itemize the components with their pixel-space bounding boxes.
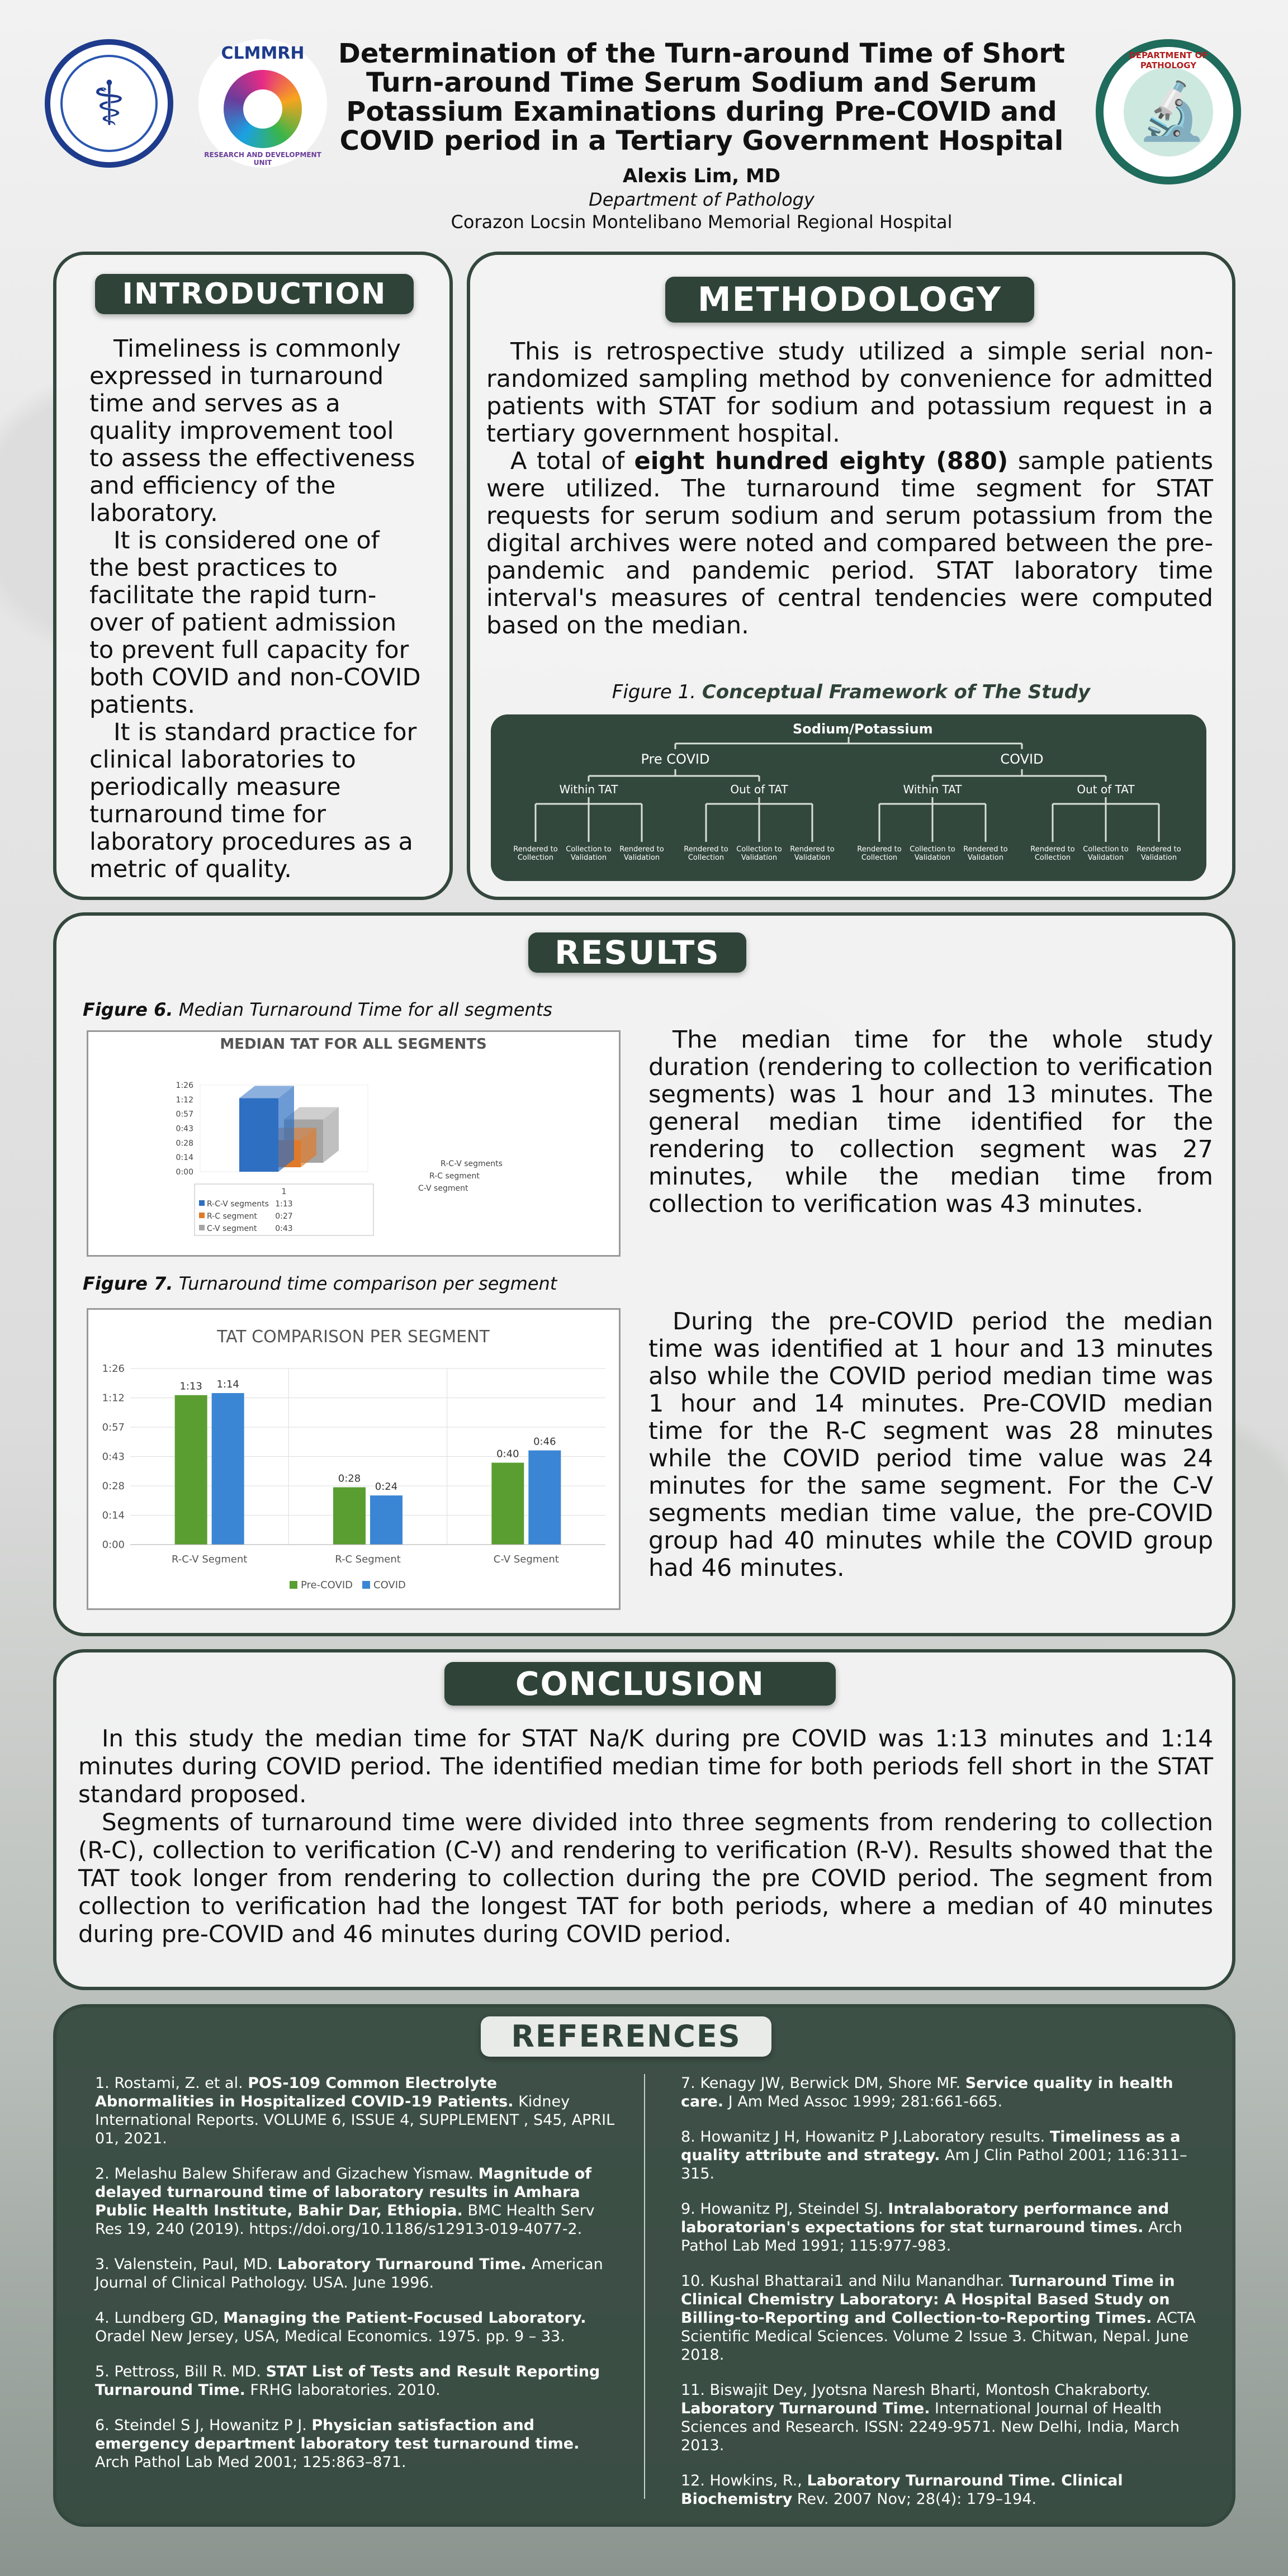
bar xyxy=(239,1098,278,1172)
legend-swatch xyxy=(199,1225,205,1230)
intro-paragraph: It is considered one of the best practices to facilitate the rapid turn-over of patient admission to prevent full capacity for both COVID and non-COVID patients. xyxy=(89,527,421,719)
y-tick-label: 0:57 xyxy=(102,1422,125,1433)
framework-leaf: Collection to Validation xyxy=(910,845,955,862)
framework-leaf: Rendered to Collection xyxy=(684,845,728,862)
framework-within-tat: Within TAT xyxy=(903,783,962,796)
legend-entry: C-V segment xyxy=(207,1224,257,1233)
reference-item: 2. Melashu Balew Shiferaw and Gizachew Yismaw. Magnitude of delayed turnaround time of laboratory results in Amhara Public Health Institute, Bahir Dar, Ethiopia. BMC Health Serv Res 19, 240 (2019). https://doi.org/10.1186/s12913-019-4077-2. xyxy=(95,2165,595,2238)
framework-leaf: Rendered to Validation xyxy=(1137,845,1181,862)
research-unit-logo xyxy=(198,39,327,168)
methodology-text xyxy=(486,338,1213,640)
data-value-label: 0:46 xyxy=(533,1436,556,1448)
bar xyxy=(370,1495,402,1545)
data-value-label: 0:43 xyxy=(275,1224,293,1233)
reference-item: 8. Howanitz J H, Howanitz P J.Laboratory results. Timeliness as a quality attribute and strategy. Am J Clin Pathol 2001; 116:311–315. xyxy=(681,2128,1187,2182)
legend-swatch xyxy=(290,1581,297,1589)
y-tick-label: 1:12 xyxy=(102,1392,125,1404)
legend-swatch xyxy=(199,1200,205,1206)
logo-acronym: CLMMRH xyxy=(221,44,305,63)
framework-pre-covid: Pre COVID xyxy=(641,751,710,767)
bar xyxy=(175,1395,207,1545)
bar-side xyxy=(278,1086,294,1172)
author-department: Department of Pathology xyxy=(589,189,815,210)
median-tat-chart-svg xyxy=(88,1032,619,1255)
framework-root: Sodium/Potassium xyxy=(793,721,933,737)
hospital-seal-logo xyxy=(45,39,173,168)
reference-item: 7. Kenagy JW, Berwick DM, Shore MF. Service quality in health care. J Am Med Assoc 1999; 281:661-665. xyxy=(681,2075,1173,2110)
chart-title: TAT COMPARISON PER SEGMENT xyxy=(217,1327,490,1347)
results-text-1: The median time for the whole study duration (rendering to collection to verification segments) was 1 hour and 13 minutes. The general median time identified for the rendering to collection segment was 27 minutes, while the median time from collection to verification was 43 minutes. xyxy=(648,1026,1213,1218)
reference-item: 10. Kushal Bhattarai1 and Nilu Manandhar. Turnaround Time in Clinical Chemistry Laboratory: A Hospital Based Study on Billing-to-Reporting and Collection-to-Reporting Times. ACTA Scientific Medical Sciences. Volume 2 Issue 3. Chitwan, Nepal. June 2018. xyxy=(681,2272,1196,2364)
y-tick-label: 0:00 xyxy=(176,1168,193,1177)
reference-item: 3. Valenstein, Paul, MD. Laboratory Turnaround Time. American Journal of Clinical Pathology. USA. June 1996. xyxy=(95,2256,603,2291)
legend-entry: R-C-V segments xyxy=(207,1200,269,1209)
y-tick-label: 0:14 xyxy=(102,1509,125,1522)
reference-item: 5. Pettross, Bill R. MD. STAT List of Tests and Result Reporting Turnaround Time. FRHG laboratories. 2010. xyxy=(95,2363,600,2399)
framework-leaf: Rendered to Collection xyxy=(1030,845,1075,862)
series-label: R-C-V segments xyxy=(441,1159,503,1168)
figure7-caption: Figure 7. Turnaround time comparison per segment xyxy=(83,1273,557,1294)
pathology-department-logo xyxy=(1096,39,1241,184)
results-heading: RESULTS xyxy=(528,932,746,973)
logo-subtitle: RESEARCH AND DEVELOPMENT UNIT xyxy=(204,151,321,167)
y-tick-label: 0:00 xyxy=(102,1539,125,1551)
department-logo-text: DEPARTMENT OF PATHOLOGY xyxy=(1129,50,1208,70)
category-label: 1 xyxy=(281,1187,287,1196)
x-tick-label: R-C Segment xyxy=(335,1554,401,1565)
framework-leaf: Rendered to Collection xyxy=(513,845,558,862)
reference-item: 4. Lundberg GD, Managing the Patient-Focused Laboratory. Oradel New Jersey, USA, Medical Economics. 1975. pp. 9 – 33. xyxy=(95,2309,586,2345)
references-heading: REFERENCES xyxy=(481,2016,771,2057)
framework-leaf: Rendered to Validation xyxy=(619,845,664,862)
data-value-label: 1:13 xyxy=(179,1380,202,1393)
data-value-label: 0:24 xyxy=(375,1481,398,1493)
reference-item: 12. Howkins, R., Laboratory Turnaround Time. Clinical Biochemistry Rev. 2007 Nov; 28(4): 179–194. xyxy=(681,2472,1123,2508)
reference-item: 9. Howanitz PJ, Steindel SJ. Intralaboratory performance and laboratorian's expectations for stat turnaround times. Arch Pathol Lab Med 1991; 115:977-983. xyxy=(681,2200,1182,2255)
legend-entry: Pre-COVID xyxy=(301,1579,353,1591)
y-tick-label: 0:43 xyxy=(176,1124,193,1134)
figure1-caption: Figure 1. Conceptual Framework of The Study xyxy=(612,681,1091,703)
bar xyxy=(528,1451,561,1545)
chart-title: MEDIAN TAT FOR ALL SEGMENTS xyxy=(220,1036,487,1053)
figure6-caption: Figure 6. Median Turnaround Time for all segments xyxy=(83,999,552,1020)
y-tick-label: 0:28 xyxy=(102,1480,125,1492)
methodology-paragraph-2: A total of eight hundred eighty (880) sample patients were utilized. The turnaround time segment for STAT requests for serum sodium and serum potassium from the digital archives were noted and compared between the pre-pandemic and pandemic period. STAT laboratory time interval's measures of central tendencies were computed based on the median. xyxy=(486,447,1213,640)
references-divider xyxy=(644,2074,645,2499)
reference-item: 1. Rostami, Z. et al. POS-109 Common Electrolyte Abnormalities in Hospitalized COVID-19 Patients. Kidney International Reports. VOLUME 6, ISSUE 4, SUPPLEMENT , S45, APRIL 01, 2021. xyxy=(95,2075,615,2147)
tat-comparison-chart-svg xyxy=(88,1310,619,1608)
introduction-heading: INTRODUCTION xyxy=(95,274,414,314)
conclusion-text xyxy=(78,1725,1213,1948)
author-name: Alexis Lim, MD xyxy=(622,165,781,187)
framework-covid: COVID xyxy=(1000,751,1044,767)
intro-paragraph: Timeliness is commonly expressed in turnaround time and serves as a quality improvement tool to assess the effectiveness and efficiency of the laboratory. xyxy=(89,335,415,527)
bar xyxy=(491,1462,524,1545)
y-tick-label: 1:26 xyxy=(102,1363,125,1375)
bar xyxy=(212,1393,244,1545)
y-tick-label: 1:12 xyxy=(176,1095,193,1105)
reference-item: 6. Steindel S J, Howanitz P J. Physician satisfaction and emergency department laboratory test turnaround time. Arch Pathol Lab Med 2001; 125:863–871. xyxy=(95,2417,580,2471)
x-tick-label: R-C-V Segment xyxy=(172,1554,248,1565)
framework-out-tat: Out of TAT xyxy=(1077,783,1135,796)
data-value-label: 0:28 xyxy=(338,1472,361,1485)
poster-title: Determination of the Turn-around Time of Short Turn-around Time Serum Sodium and Serum Potassium Examinations during Pre-COVID and COVID period in a Tertiary Government Hospital xyxy=(338,38,1066,157)
legend-swatch xyxy=(362,1581,370,1589)
y-tick-label: 0:43 xyxy=(102,1451,125,1463)
tat-comparison-chart xyxy=(87,1308,621,1610)
data-value-label: 1:13 xyxy=(275,1200,293,1209)
y-tick-label: 1:26 xyxy=(176,1081,193,1090)
legend-entry: R-C segment xyxy=(207,1212,257,1221)
framework-leaf: Collection to Validation xyxy=(566,845,612,862)
data-value-label: 1:14 xyxy=(216,1378,239,1390)
y-tick-label: 0:14 xyxy=(176,1153,193,1163)
introduction-text xyxy=(89,335,425,883)
author-hospital: Corazon Locsin Montelibano Memorial Regional Hospital xyxy=(451,211,953,233)
conceptual-framework-diagram xyxy=(491,714,1206,881)
sample-count: eight hundred eighty (880) xyxy=(634,447,1008,475)
framework-leaf: Rendered to Validation xyxy=(963,845,1008,862)
framework-leaf: Collection to Validation xyxy=(1083,845,1129,862)
legend-entry: COVID xyxy=(373,1579,406,1591)
data-value-label: 0:40 xyxy=(496,1448,519,1460)
legend-swatch xyxy=(199,1213,205,1218)
reference-item: 11. Biswajit Dey, Jyotsna Naresh Bharti, Montosh Chakraborty. Laboratory Turnaround Time. International Journal of Health Sciences and Research. ISSN: 2249-9571. New Delhi, India, March 2013. xyxy=(681,2381,1180,2454)
framework-out-tat: Out of TAT xyxy=(730,783,788,796)
references-right-column xyxy=(681,2074,1201,2525)
conclusion-paragraph-1: In this study the median time for STAT Na/K during pre COVID was 1:13 minutes and 1:14 minutes during COVID period. The identified median time for both periods fell short in the STAT standard proposed. xyxy=(78,1725,1213,1808)
y-tick-label: 0:28 xyxy=(176,1139,193,1148)
median-tat-chart xyxy=(87,1030,621,1257)
data-value-label: 0:27 xyxy=(275,1212,293,1221)
conclusion-paragraph-2: Segments of turnaround time were divided into three segments from rendering to collection (R-C), collection to verification (C-V) and rendering to verification (R-V). Results showed that the TAT took longer from rendering to collection during the pre COVID period. The segment from collection to verification had the longest TAT for both periods, where a median of 40 minutes during pre-COVID and 46 minutes during COVID period. xyxy=(78,1808,1213,1948)
microscope-icon: 🔬 xyxy=(1137,78,1207,144)
results-text-2: During the pre-COVID period the median time was identified at 1 hour and 13 minutes also while the COVID period median time was 1 hour and 14 minutes. Pre-COVID median time for the R-C segment was 28 minutes while the COVID period time value was 24 minutes for the same segment. For the C-V segments median time value, the pre-COVID group had 40 minutes while the COVID group had 46 minutes. xyxy=(648,1308,1213,1582)
references-left-column xyxy=(95,2074,615,2488)
intro-paragraph: It is standard practice for clinical laboratories to periodically measure turnaround time for laboratory procedures as a metric of quality. xyxy=(89,718,417,883)
series-label: C-V segment xyxy=(418,1184,468,1193)
y-tick-label: 0:57 xyxy=(176,1110,193,1119)
methodology-paragraph-1: This is retrospective study utilized a simple serial non-randomized sampling method by convenience for admitted patients with STAT for sodium and potassium request in a tertiary government hospital. xyxy=(486,338,1213,448)
caduceus-icon: ⚕ xyxy=(92,68,126,139)
bar xyxy=(333,1487,366,1545)
series-label: R-C segment xyxy=(429,1172,480,1181)
methodology-heading: METHODOLOGY xyxy=(665,277,1034,323)
framework-leaf: Rendered to Validation xyxy=(790,845,835,862)
x-tick-label: C-V Segment xyxy=(493,1554,559,1565)
framework-within-tat: Within TAT xyxy=(559,783,618,796)
framework-leaf: Collection to Validation xyxy=(736,845,782,862)
framework-leaf: Rendered to Collection xyxy=(857,845,902,862)
conclusion-heading: CONCLUSION xyxy=(444,1662,836,1706)
